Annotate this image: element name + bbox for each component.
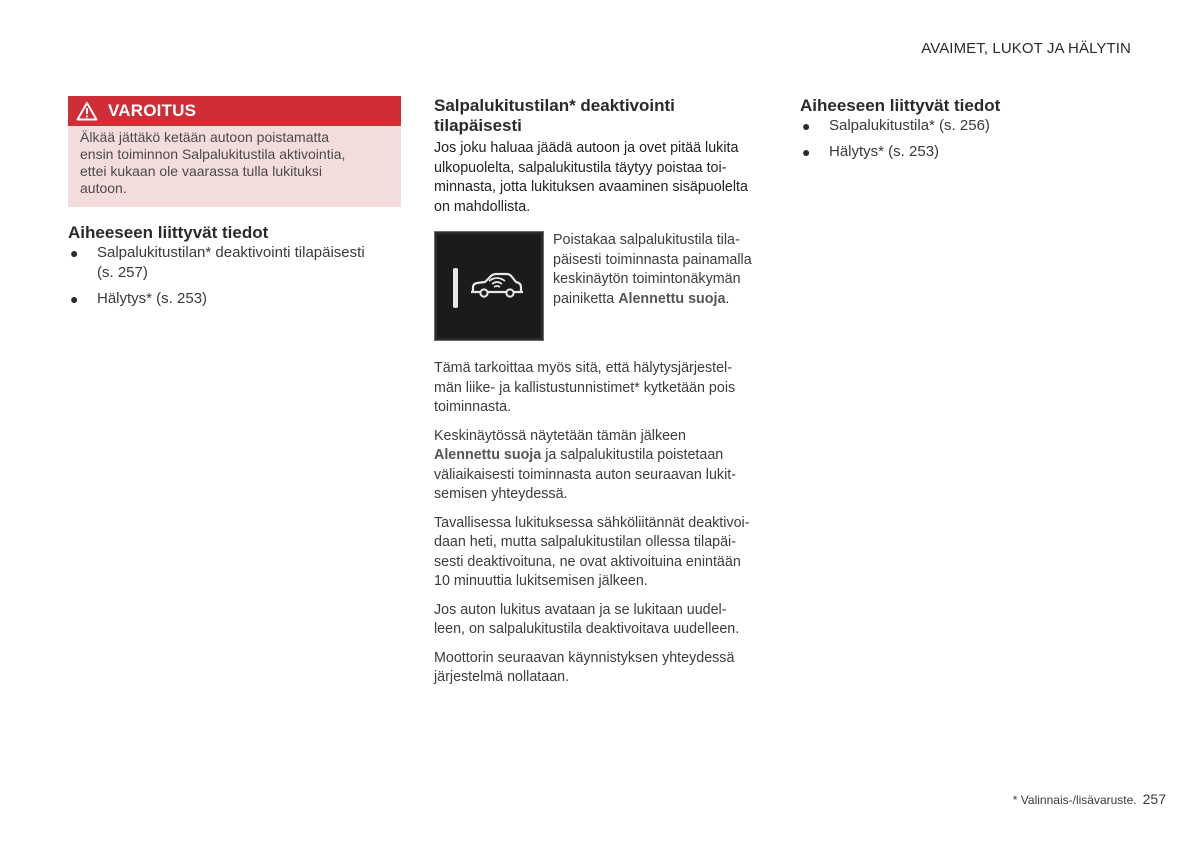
related-links-list — [800, 116, 1133, 162]
button-name-reference: Alennettu suoja — [618, 290, 726, 307]
text-line: on mahdollista. — [434, 198, 531, 215]
text-line: Jos auton lukitus avataan ja se lukitaan uudel- — [434, 601, 727, 618]
text-line: väliaikaisesti toiminnasta auton seuraavan lukit- — [434, 466, 736, 483]
warning-triangle-icon — [76, 101, 98, 121]
text-line: ulkopuolelta, salpalukitustila täytyy poistaa toi- — [434, 159, 727, 176]
text-line: painiketta — [553, 290, 619, 307]
button-name-reference: Alennettu suoja — [434, 447, 542, 463]
footnote: * Valinnais-/lisävaruste. — [1012, 793, 1137, 807]
text-line: Tavallisessa lukituksessa sähköliitännät deaktivoi- — [434, 514, 750, 531]
warning-line: ensin toiminnon Salpalukitustila aktivointia, — [80, 146, 346, 162]
related-link-line: Hälytys* (s. 253) — [97, 290, 208, 307]
text-line: leen, on salpalukitustila deaktivoitava uudelleen. — [434, 621, 740, 637]
reduced-guard-button-image — [434, 231, 544, 341]
related-link-line: Salpalukitustilan* deaktivointi tilapäisesti — [97, 244, 365, 261]
warning-text — [68, 126, 401, 207]
reduced-guard-car-icon — [469, 270, 525, 300]
paragraph — [434, 359, 767, 418]
warning-line: Älkää jättäkö ketään autoon poistamatta — [80, 129, 330, 145]
page-footer — [1013, 791, 1166, 807]
text-line: Poistakaa salpalukitustila tila- — [553, 232, 740, 248]
bullet-icon: ● — [70, 245, 79, 261]
text-line: Moottorin seuraavan käynnistyksen yhteydessä — [434, 649, 735, 666]
related-link[interactable] — [800, 142, 1133, 162]
related-link[interactable] — [68, 243, 401, 283]
article-title — [434, 96, 767, 136]
warning-line: autoon. — [80, 180, 127, 196]
text-line: ja salpalukitustila poistetaan — [541, 447, 724, 463]
left-column — [68, 96, 401, 315]
text-line: järjestelmä nollataan. — [434, 669, 570, 685]
text-line: keskinäytön toimintonäkymän — [553, 271, 741, 287]
related-links-list — [68, 243, 401, 309]
related-info-heading: Aiheeseen liittyvät tiedot — [68, 223, 269, 242]
article-title-line: Salpalukitustilan* deaktivointi — [434, 96, 675, 115]
warning-title: VAROITUS — [108, 101, 197, 120]
text-line: Jos joku haluaa jäädä autoon ja ovet pitää lukita — [434, 140, 739, 156]
related-link[interactable] — [68, 289, 401, 309]
indicator-light — [453, 268, 458, 308]
text-line: toiminnasta. — [434, 399, 512, 415]
warning-box — [68, 96, 401, 207]
text-line: päisesti toiminnasta painamalla — [553, 251, 752, 268]
warning-header — [68, 96, 401, 126]
text-line: Keskinäytössä näytetään tämän jälkeen — [434, 427, 686, 444]
paragraph — [434, 601, 767, 640]
text-line: Tämä tarkoittaa myös sitä, että hälytysjärjestel- — [434, 360, 732, 376]
figure-row — [434, 231, 767, 341]
related-link-line: Hälytys* (s. 253) — [829, 143, 940, 160]
text-line: daan heti, mutta salpalukitustilan ollessa tilapäi- — [434, 534, 736, 550]
text-line: 10 minuuttia lukitsemisen jälkeen. — [434, 573, 648, 589]
right-column — [800, 96, 1133, 168]
text-line: minnasta, jotta lukituksen avaaminen sisäpuolelta — [434, 179, 748, 195]
text-line: . — [725, 290, 730, 307]
figure-caption — [553, 231, 752, 341]
page-number: 257 — [1142, 791, 1166, 807]
bullet-icon: ● — [802, 118, 811, 134]
section-header: AVAIMET, LUKOT JA HÄLYTIN — [921, 40, 1131, 57]
bullet-icon: ● — [70, 291, 79, 307]
article-title-line: tilapäisesti — [434, 116, 522, 135]
paragraph — [434, 649, 767, 688]
text-line: män liike- ja kallistustunnistimet* kytketään pois — [434, 379, 736, 396]
related-link[interactable] — [800, 116, 1133, 136]
text-line: sesti deaktivoituna, ne ovat aktivoituina enintään — [434, 553, 741, 570]
paragraph — [434, 427, 767, 505]
related-info-heading: Aiheeseen liittyvät tiedot — [800, 96, 1001, 115]
text-line: semisen yhteydessä. — [434, 486, 568, 502]
related-link-line: (s. 257) — [97, 264, 148, 281]
warning-line: ettei kukaan ole vaarassa tulla lukituksi — [80, 163, 323, 179]
main-column — [434, 96, 767, 697]
related-link-line: Salpalukitustila* (s. 256) — [829, 117, 990, 134]
bullet-icon: ● — [802, 144, 811, 160]
paragraph — [434, 514, 767, 592]
intro-paragraph — [434, 139, 767, 217]
